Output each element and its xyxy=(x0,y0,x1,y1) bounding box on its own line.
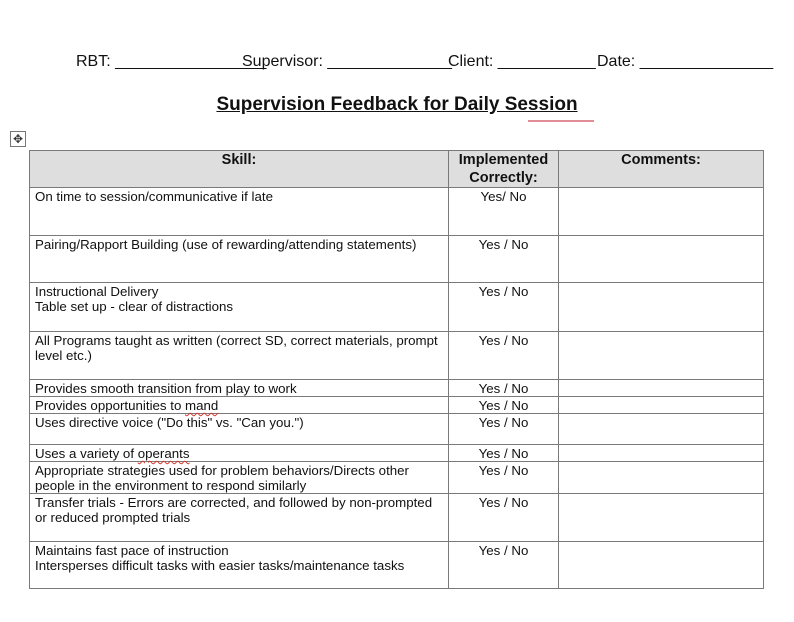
skill-cell xyxy=(30,445,449,462)
skill-cell xyxy=(30,236,449,283)
answer-cell[interactable]: Yes / No xyxy=(449,236,559,283)
column-header-implemented: Implemented Correctly: xyxy=(449,151,559,188)
skill-cell xyxy=(30,414,449,445)
table-move-handle-icon[interactable]: ✥ xyxy=(10,131,26,147)
table-row xyxy=(30,462,764,494)
skill-text: Maintains fast pace of instruction xyxy=(35,543,229,558)
table-row xyxy=(30,283,764,332)
spellcheck-flagged-word: operants xyxy=(137,446,190,461)
rbt-field[interactable]: RBT: _________________ xyxy=(76,53,267,70)
date-field[interactable]: Date: _______________ xyxy=(597,53,774,70)
comment-cell[interactable] xyxy=(559,397,764,414)
answer-cell[interactable]: Yes/ No xyxy=(449,188,559,236)
table-row xyxy=(30,380,764,397)
comment-cell[interactable] xyxy=(559,188,764,236)
skill-cell xyxy=(30,494,449,542)
skill-cell xyxy=(30,332,449,380)
comment-cell[interactable] xyxy=(559,462,764,494)
answer-cell[interactable]: Yes / No xyxy=(449,542,559,589)
skill-cell xyxy=(30,380,449,397)
column-header-skill: Skill: xyxy=(30,151,449,188)
comment-cell[interactable] xyxy=(559,542,764,589)
answer-cell[interactable]: Yes / No xyxy=(449,380,559,397)
answer-cell[interactable]: Yes / No xyxy=(449,414,559,445)
comment-cell[interactable] xyxy=(559,494,764,542)
table-row xyxy=(30,236,764,283)
skill-text-secondary: Table set up - clear of distractions xyxy=(35,299,234,314)
table-row xyxy=(30,188,764,236)
answer-cell[interactable]: Yes / No xyxy=(449,283,559,332)
skill-text: Provides opportunities to xyxy=(35,398,186,413)
skill-text-secondary: Intersperses difficult tasks with easier tasks/maintenance tasks xyxy=(35,558,405,573)
answer-cell[interactable]: Yes / No xyxy=(449,332,559,380)
answer-cell[interactable]: Yes / No xyxy=(449,445,559,462)
comment-cell[interactable] xyxy=(559,283,764,332)
skill-cell xyxy=(30,283,449,332)
table-row xyxy=(30,542,764,589)
answer-cell[interactable]: Yes / No xyxy=(449,462,559,494)
answer-cell[interactable]: Yes / No xyxy=(449,494,559,542)
column-header-comments: Comments: xyxy=(559,151,764,188)
page-title: Supervision Feedback for Daily Session xyxy=(216,94,578,115)
table-row xyxy=(30,332,764,380)
supervisor-field[interactable]: Supervisor: ______________ xyxy=(242,53,452,70)
table-row xyxy=(30,414,764,445)
feedback-table xyxy=(29,150,764,589)
skill-text: Uses a variety of xyxy=(35,446,138,461)
comment-cell[interactable] xyxy=(559,236,764,283)
comment-cell[interactable] xyxy=(559,414,764,445)
comment-cell[interactable] xyxy=(559,445,764,462)
spellcheck-flagged-word: mand xyxy=(185,398,219,413)
comment-cell[interactable] xyxy=(559,380,764,397)
spellcheck-underline xyxy=(528,117,594,122)
comment-cell[interactable] xyxy=(559,332,764,380)
skill-text: Appropriate strategies used for problem behaviors/Directs other people in the environment to respond similarly xyxy=(35,463,409,493)
table-row xyxy=(30,494,764,542)
skill-cell xyxy=(30,542,449,589)
skill-text: Pairing/Rapport Building (use of rewarding/attending statements) xyxy=(35,237,417,252)
skill-text: Transfer trials - Errors are corrected, and followed by non-prompted or reduced prompted trials xyxy=(35,495,433,525)
skill-text: Provides smooth transition from play to work xyxy=(35,381,297,396)
skill-cell xyxy=(30,462,449,494)
answer-cell[interactable]: Yes / No xyxy=(449,397,559,414)
skill-cell xyxy=(30,188,449,236)
skill-text: Instructional Delivery xyxy=(35,284,159,299)
skill-text: Uses directive voice ("Do this" vs. "Can you.") xyxy=(35,415,304,430)
skill-cell xyxy=(30,397,449,414)
table-row xyxy=(30,397,764,414)
table-row xyxy=(30,445,764,462)
table-header-row xyxy=(30,151,764,188)
skill-text: On time to session/communicative if late xyxy=(35,189,273,204)
client-field[interactable]: Client: ___________ xyxy=(448,53,596,70)
skill-text: All Programs taught as written (correct SD, correct materials, prompt level etc.) xyxy=(35,333,438,363)
